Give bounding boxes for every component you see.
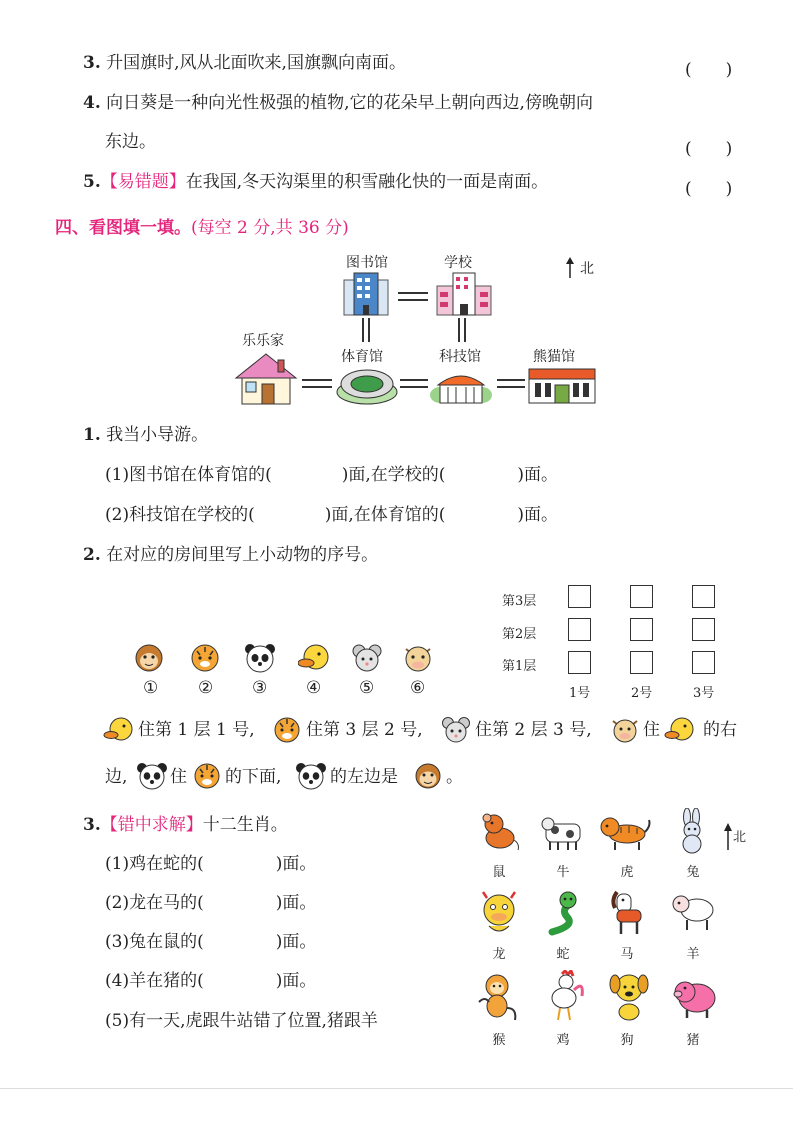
panda-icon: [295, 762, 327, 790]
question-number: 1.: [83, 425, 101, 445]
animal-number-1: ①: [143, 678, 159, 698]
part3-title: [83, 817, 288, 834]
part3-sub2: [105, 895, 316, 912]
sub-text: (3)兔在鼠的(: [105, 932, 204, 952]
rooster-icon: [544, 970, 584, 1022]
answer-paren-q5[interactable]: ( ): [685, 179, 733, 199]
north-arrow: [563, 256, 577, 284]
sub-text: )面。: [517, 505, 559, 525]
connector: [368, 318, 370, 342]
connector: [362, 318, 364, 342]
room-box[interactable]: [692, 585, 715, 608]
north-arrow-icon: [563, 256, 577, 280]
zodiac-label: 狗: [620, 1033, 634, 1048]
zodiac-label: 鼠: [492, 865, 506, 880]
sub-text: (2)科技馆在学校的(: [105, 505, 255, 525]
rat-icon: [478, 812, 520, 852]
sub-text: )面。: [275, 893, 317, 913]
library-label: 图书馆: [346, 255, 388, 271]
cow-icon: [401, 643, 435, 673]
animal-number-6: ⑥: [410, 678, 426, 698]
duck-icon: [103, 716, 135, 744]
sub-text: (2)龙在马的(: [105, 893, 204, 913]
question-text: 在我国,冬天沟渠里的积雪融化快的一面是南面。: [185, 172, 549, 192]
clue-text: 的左边是: [330, 767, 398, 787]
question-4: [83, 95, 593, 112]
animal-number-2: ②: [198, 678, 214, 698]
question-text: 在对应的房间里写上小动物的序号。: [106, 545, 379, 565]
question-text: 十二生肖。: [202, 815, 288, 835]
room-label-3: 3号: [693, 686, 715, 701]
zodiac-label: 鸡: [556, 1033, 570, 1048]
question-number: 2.: [83, 545, 101, 565]
tiger-icon: [191, 762, 223, 790]
question-text-line2: 东边。: [105, 132, 156, 152]
sub-text: )面,在学校的(: [341, 465, 446, 485]
room-box[interactable]: [692, 618, 715, 641]
sub-text: )面。: [275, 971, 317, 991]
part1-title: [83, 427, 208, 444]
part1-sub2: [105, 507, 558, 524]
dragon-icon: [477, 890, 521, 936]
room-box[interactable]: [630, 651, 653, 674]
floor-label-2: 第2层: [502, 627, 537, 642]
zodiac-label: 羊: [686, 947, 700, 962]
panda-icon: [243, 643, 277, 673]
clue-text: 住: [643, 720, 660, 740]
page-bottom-divider: [0, 1088, 793, 1089]
rabbit-icon: [674, 808, 710, 854]
room-box[interactable]: [568, 618, 591, 641]
connector: [464, 318, 466, 342]
sub-text: (4)羊在猪的(: [105, 971, 204, 991]
gym-stadium-icon: [335, 362, 399, 406]
connector: [458, 318, 460, 342]
sub-text: (1)鸡在蛇的(: [105, 854, 204, 874]
zodiac-label: 猴: [492, 1033, 506, 1048]
animal-number-5: ⑤: [359, 678, 375, 698]
animal-number-3: ③: [252, 678, 268, 698]
duck-icon: [664, 716, 696, 744]
clue-text: 住第 2 层 3 号,: [475, 720, 592, 740]
connector: [400, 386, 428, 388]
science-label: 科技馆: [439, 349, 481, 365]
mouse-icon: [440, 716, 472, 744]
part3-sub5: (5)有一天,虎跟牛站错了位置,猪跟羊: [105, 1011, 378, 1031]
gym-label: 体育馆: [341, 349, 383, 365]
animal-number-4: ④: [306, 678, 322, 698]
tiger-icon: [188, 643, 222, 673]
lele-home-label: 乐乐家: [242, 333, 284, 349]
room-box[interactable]: [692, 651, 715, 674]
question-text-line1: 向日葵是一种向光性极强的植物,它的花朵早上朝向西边,傍晚朝向: [106, 93, 593, 113]
question-text: 升国旗时,风从北面吹来,国旗飘向南面。: [106, 53, 406, 73]
zodiac-label: 龙: [492, 947, 506, 962]
tag-easy-mistake: 【易错题】: [100, 172, 186, 192]
connector: [497, 386, 525, 388]
question-number: 4.: [83, 93, 101, 113]
section-heading: 四、看图填一填。: [55, 218, 191, 238]
pig-icon: [669, 974, 719, 1020]
tiger-icon: [599, 812, 651, 852]
room-label-1: 1号: [569, 686, 591, 701]
clue-text: 边,: [105, 767, 128, 787]
monkey-icon: [133, 643, 165, 673]
room-box[interactable]: [568, 651, 591, 674]
sub-text: (1)图书馆在体育馆的(: [105, 465, 272, 485]
clue-text: 。: [446, 767, 463, 787]
room-label-2: 2号: [631, 686, 653, 701]
sub-text: )面,在体育馆的(: [324, 505, 446, 525]
tiger-icon: [271, 716, 303, 744]
connector: [497, 379, 525, 381]
answer-paren-q4[interactable]: ( ): [685, 139, 733, 159]
question-number: 3.: [83, 53, 101, 73]
question-number: 3.: [83, 815, 101, 835]
school-label: 学校: [444, 255, 472, 271]
sub-text: )面。: [275, 932, 317, 952]
zodiac-label: 虎: [620, 865, 634, 880]
dog-icon: [607, 972, 651, 1022]
sub-text: )面。: [275, 854, 317, 874]
monkey-icon: [412, 762, 444, 790]
north-label: 北: [580, 261, 594, 277]
horse-icon: [607, 888, 647, 936]
clue-text: 的下面,: [225, 767, 282, 787]
zodiac-label: 猪: [686, 1033, 700, 1048]
section-title: [55, 213, 349, 238]
ox-icon: [540, 812, 586, 852]
sheep-icon: [671, 890, 717, 932]
room-box[interactable]: [630, 585, 653, 608]
cow-icon: [609, 716, 641, 744]
connector: [302, 386, 332, 388]
floor-label-1: 第1层: [502, 659, 537, 674]
question-text: 我当小导游。: [106, 425, 209, 445]
part3-sub4: [105, 973, 316, 990]
part1-sub1: [105, 467, 558, 484]
zodiac-label: 马: [620, 947, 634, 962]
part2-title: [83, 547, 378, 564]
mouse-icon: [350, 643, 384, 673]
tag-correct-mistake: 【错中求解】: [100, 815, 203, 835]
part3-sub1: [105, 856, 316, 873]
science-museum-icon: [428, 365, 494, 405]
north-label: 北: [733, 830, 747, 845]
clue-text: 住第 3 层 2 号,: [306, 720, 423, 740]
answer-paren-q3[interactable]: ( ): [685, 60, 733, 80]
sub-text: )面。: [517, 465, 559, 485]
zodiac-label: 兔: [686, 865, 700, 880]
section-score: (每空 2 分,共 36 分): [191, 218, 349, 238]
monkey-icon: [475, 972, 521, 1022]
question-number: 5.: [83, 172, 101, 192]
floor-label-3: 第3层: [502, 594, 537, 609]
room-box[interactable]: [568, 585, 591, 608]
house-icon: [234, 350, 300, 406]
connector: [400, 379, 428, 381]
zodiac-label: 牛: [556, 865, 570, 880]
clue-text: 的右: [703, 720, 737, 740]
part3-sub3: [105, 934, 316, 951]
room-box[interactable]: [630, 618, 653, 641]
connector: [398, 292, 428, 294]
panda-house-icon: [527, 365, 597, 405]
school-building-icon: [436, 272, 492, 316]
duck-icon: [298, 643, 332, 673]
connector: [302, 379, 332, 381]
zodiac-label: 蛇: [556, 947, 570, 962]
question-5: [83, 174, 548, 191]
panda-icon: [136, 762, 168, 790]
snake-icon: [544, 890, 580, 936]
clue-text: 住第 1 层 1 号,: [138, 720, 255, 740]
panda-house-label: 熊猫馆: [533, 349, 575, 365]
connector: [398, 299, 428, 301]
library-building-icon: [343, 272, 389, 316]
question-3: [83, 55, 406, 72]
clue-text: 住: [170, 767, 187, 787]
